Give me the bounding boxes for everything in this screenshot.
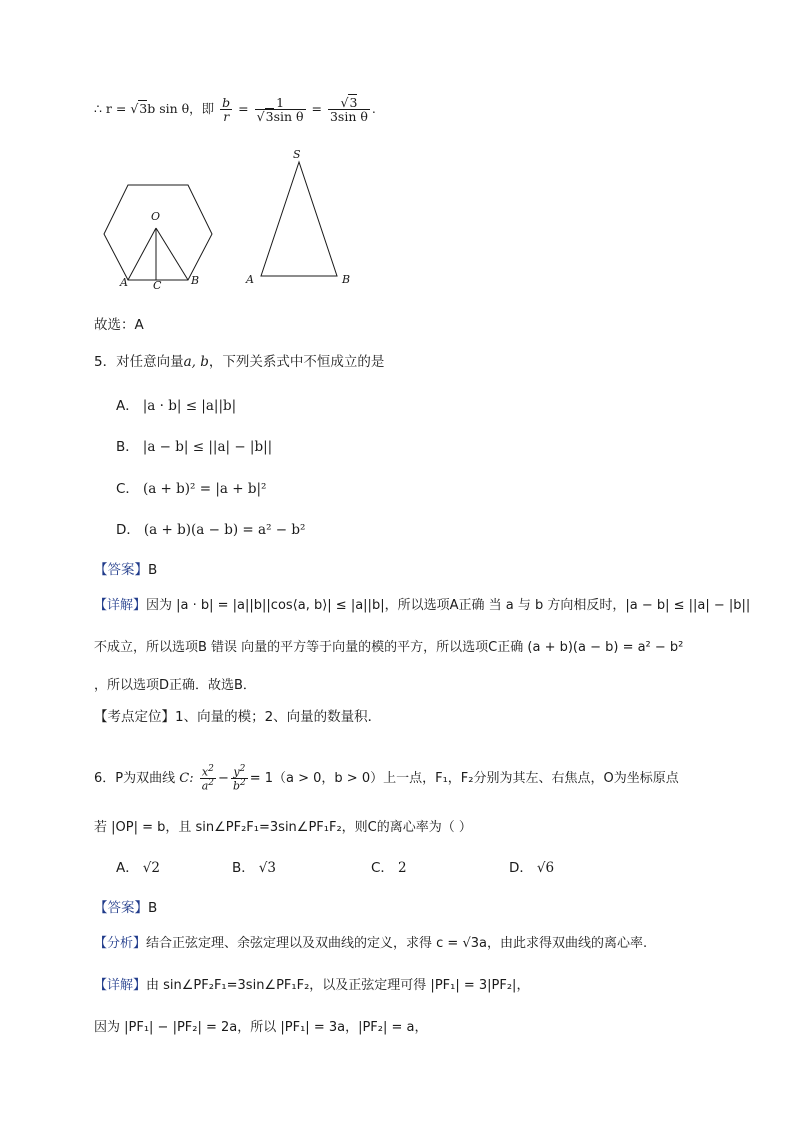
tri-label-B: B [342,273,351,286]
triangle-shape [261,162,337,276]
q5-stem-b: ，下列关系式中不恒成立的是 [208,354,385,370]
q5-option-d [116,518,305,538]
analysis-tag: 【分析】 [94,936,147,951]
q4-answer: 故选：A [94,317,144,333]
triangle-figure [255,155,345,280]
frac-num: √3 [328,96,370,110]
intro-prefix: ∴ r = [94,101,131,117]
q6-stem-line-1: 6．P为双曲线 C: $\frac{x^2}{a^2}$ − $\frac{y^2}{b^2}$ = 1（a > 0，b > 0）上一点，F₁，F₂分别为其左、右焦点，O为坐标原点 [94,764,679,793]
q5-option-b [116,435,272,455]
kd-text: 1、向量的模；2、向量的数量积． [175,709,382,725]
frac-num: 1 [255,96,306,110]
sqrt-symbol: √ [130,101,139,117]
hexagon-shape [104,185,212,280]
segment-OA [128,228,156,280]
option-label: C． [371,860,394,876]
q5-answer [94,558,157,578]
option-text: √3 [258,860,276,876]
q6-analysis [94,932,647,951]
option-label: D． [509,860,533,876]
frac-den: √3sin θ [256,109,304,125]
answer-value: B [148,562,158,578]
q6-detail-line-1 [94,974,529,993]
q5-number: 5． [94,354,117,370]
hex-label-B: B [191,274,200,287]
q6-option-c [371,856,407,876]
option-text: √6 [536,860,555,876]
tri-label-S: S [293,148,301,161]
detail-text: 因为 |a · b| = |a||b||cos⟨a, b⟩| ≤ |a||b|，所以选项A正确 当 a 与 b 方向相反时，|a − b| ≤ ||a| − |b|| [146,598,751,613]
q6-answer [94,896,157,916]
q6-detail-line-2: 因为 |PF₁| − |PF₂| = 2a，所以 |PF₁| = 3a，|PF₂| = a， [94,1020,428,1035]
q6-stem-b: F₁，F₂分别为其左、右焦点，O为坐标原点 [435,771,679,787]
hexagon-figure [98,180,218,292]
tri-label-A: A [246,273,254,286]
option-label: B． [232,860,255,876]
intro-end: . [371,101,376,117]
sqrt-arg: 3 [139,101,148,117]
q6-stem-eq: = 1（a > 0，b > 0）上一点， [249,771,436,787]
intro-formula [94,96,376,123]
analysis-text: 结合正弦定理、余弦定理以及双曲线的定义，求得 c = √3a，由此求得双曲线的离心率. [146,936,648,951]
q6-stem-line-2: 若 |OP| = b，且 sin∠PF₂F₁=3sin∠PF₁F₂，则C的离心率为（ ） [94,820,472,835]
option-text: 2 [397,860,407,876]
q6-option-b [232,856,276,876]
segment-OB [156,228,188,280]
hex-label-O: O [151,210,161,223]
answer-tag: 【答案】 [94,900,148,916]
option-label: D． [116,522,140,538]
hex-label-C: C [153,279,162,292]
intro-after-sqrt: b sin θ，即 [147,101,215,117]
option-text: (a + b)(a − b) = a² − b² [143,522,306,538]
option-text: √2 [142,860,160,876]
frac-den: r [223,109,230,125]
q5-detail-line-2: 不成立，所以选项B 错误 向量的平方等于向量的模的平方，所以选项C正确 (a + b)(a − b) = a² − b² [94,640,684,655]
q5-stem [94,350,384,370]
kd-tag: 【考点定位】 [94,709,175,725]
frac-y2-over-b2: $\frac{y^2}{b^2}$ [232,764,246,793]
option-label: C． [116,481,139,497]
option-text: |a · b| ≤ |a||b| [142,398,237,414]
answer-tag: 【答案】 [94,562,148,578]
q5-detail-line-3: ，所以选项D正确．故选B． [94,678,256,693]
detail-tag: 【详解】 [94,978,147,993]
hex-label-A: A [120,276,128,289]
option-text: |a − b| ≤ ||a| − |b|| [142,439,273,455]
q6-option-d [509,856,554,876]
q5-option-c [116,477,266,497]
option-label: A． [116,398,139,414]
q5-option-a [116,394,236,414]
frac-sqrt3-over-3sin [328,96,370,123]
option-label: A． [116,860,139,876]
q6-option-a [116,856,160,876]
q5-stem-a: 对任意向量 [116,354,184,370]
option-text: (a + b)² = |a + b|² [142,481,267,497]
frac-one-over-sqrt3sin [255,96,306,123]
q6-stem-a: P为双曲线 [115,771,176,787]
frac-b-over-r [220,96,232,123]
frac-x2-over-a2: $\frac{x^2}{a^2}$ [201,764,215,793]
detail-text: 由 sin∠PF₂F₁=3sin∠PF₁F₂，以及正弦定理可得 |PF₁| = 3|PF₂|， [146,978,530,993]
q5-vars: a, b [183,354,209,370]
detail-tag: 【详解】 [94,598,147,613]
answer-value: B [148,900,158,916]
q5-detail-line-1 [94,594,750,613]
q6-number: 6． [94,771,116,787]
q6-curve-name: C: [179,771,194,787]
equals: = [238,101,249,117]
equals: = [311,101,322,117]
q5-knowledge-point [94,705,381,725]
frac-den: 3sin θ [329,109,368,125]
frac-num: b [222,95,231,110]
option-label: B． [116,439,139,455]
